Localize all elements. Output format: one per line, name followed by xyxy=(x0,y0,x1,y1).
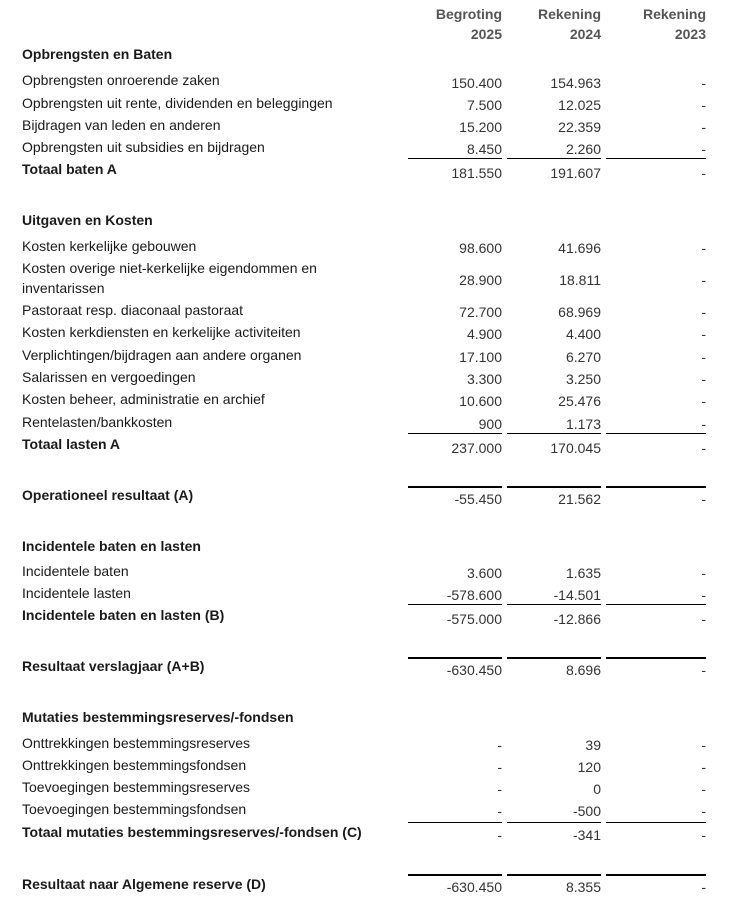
subtotal-line xyxy=(507,158,601,159)
value-rekening-2024: 6.270 xyxy=(565,349,601,365)
value-rekening-2023: - xyxy=(701,759,706,775)
total-begroting-2025: 237.000 xyxy=(451,440,502,456)
total-begroting-2025: - xyxy=(497,827,502,843)
total-label: Incidentele baten en lasten (B) xyxy=(22,607,225,623)
value-begroting-2025: 10.600 xyxy=(459,393,502,409)
total-label: Totaal mutaties bestemmingsreserves/-fondsen (C) xyxy=(22,824,362,840)
column-header-line2: 2023 xyxy=(674,26,706,42)
row-label: Kosten overige niet-kerkelijke eigendommen en inventarissen xyxy=(22,260,317,296)
value-rekening-2024: 68.969 xyxy=(558,304,601,320)
result-begroting-2025: -630.450 xyxy=(446,662,502,678)
value-rekening-2024: 18.811 xyxy=(559,272,601,288)
result-rekening-2023: - xyxy=(701,879,706,895)
result-line xyxy=(507,657,601,659)
subtotal-line xyxy=(507,433,601,434)
row-label: Onttrekkingen bestemmingsfondsen xyxy=(22,757,247,773)
subtotal-line xyxy=(507,822,601,823)
total-label: Totaal baten A xyxy=(22,161,117,177)
value-begroting-2025: 8.450 xyxy=(466,141,502,157)
value-begroting-2025: -578.600 xyxy=(446,587,502,603)
value-begroting-2025: - xyxy=(497,803,502,819)
row-label: Toevoegingen bestemmingsreserves xyxy=(22,779,251,795)
value-rekening-2024: 25.476 xyxy=(558,393,601,409)
result-line xyxy=(408,874,502,876)
value-begroting-2025: 72.700 xyxy=(459,304,502,320)
value-rekening-2024: 41.696 xyxy=(558,240,601,256)
total-begroting-2025: -575.000 xyxy=(446,611,502,627)
value-begroting-2025: 3.300 xyxy=(466,371,502,387)
section-title-uitgaven: Uitgaven en Kosten xyxy=(22,212,153,228)
value-rekening-2023: - xyxy=(701,119,706,135)
row-label: Opbrengsten uit rente, dividenden en beleggingen xyxy=(22,95,333,111)
subtotal-line xyxy=(606,822,706,823)
column-header-line2: 2024 xyxy=(569,26,601,42)
value-rekening-2024: 3.250 xyxy=(565,371,601,387)
result-rekening-2023: - xyxy=(701,491,706,507)
total-rekening-2023: - xyxy=(701,827,706,843)
result-line xyxy=(507,874,601,876)
subtotal-line xyxy=(408,822,502,823)
value-begroting-2025: - xyxy=(497,759,502,775)
subtotal-line xyxy=(606,433,706,434)
value-rekening-2023: - xyxy=(701,803,706,819)
value-begroting-2025: 900 xyxy=(478,416,502,432)
row-label: Bijdragen van leden en anderen xyxy=(22,117,221,133)
value-rekening-2024: 1.635 xyxy=(565,565,601,581)
value-rekening-2023: - xyxy=(701,141,706,157)
total-begroting-2025: 181.550 xyxy=(451,165,502,181)
result-line xyxy=(408,657,502,659)
row-label: Kosten kerkelijke gebouwen xyxy=(22,238,197,254)
result-rekening-2024: 8.696 xyxy=(565,662,601,678)
result-rekening-2023: - xyxy=(701,662,706,678)
subtotal-line xyxy=(408,604,502,605)
value-rekening-2023: - xyxy=(701,240,706,256)
column-header-rekening-2024 xyxy=(501,4,601,44)
value-rekening-2024: 2.260 xyxy=(565,141,601,157)
value-rekening-2024: -500 xyxy=(572,803,601,819)
value-rekening-2023: - xyxy=(701,75,706,91)
subtotal-line xyxy=(408,433,502,434)
result-begroting-2025: -630.450 xyxy=(446,879,502,895)
row-label: Toevoegingen bestemmingsfondsen xyxy=(22,801,247,817)
column-header-line1: Rekening xyxy=(642,6,706,22)
row-label: Kosten beheer, administratie en archief xyxy=(22,391,265,407)
value-rekening-2024: 12.025 xyxy=(558,97,601,113)
total-rekening-2024: 170.045 xyxy=(550,440,601,456)
row-label: Pastoraat resp. diaconaal pastoraat xyxy=(22,302,244,318)
subtotal-line xyxy=(408,158,502,159)
result-rekening-2024: 8.355 xyxy=(565,879,601,895)
row-label: Opbrengsten onroerende zaken xyxy=(22,72,220,88)
value-rekening-2024: 39 xyxy=(585,737,601,753)
value-begroting-2025: 4.900 xyxy=(466,326,502,342)
value-begroting-2025: 17.100 xyxy=(459,349,502,365)
value-rekening-2023: - xyxy=(701,565,706,581)
value-begroting-2025: 28.900 xyxy=(459,272,502,288)
row-label: Kosten kerkdiensten en kerkelijke activiteiten xyxy=(22,324,301,340)
result-line xyxy=(408,486,502,488)
section-title-opbrengsten: Opbrengsten en Baten xyxy=(22,46,173,62)
value-rekening-2023: - xyxy=(701,587,706,603)
row-label: Incidentele baten xyxy=(22,563,129,579)
value-rekening-2023: - xyxy=(701,781,706,797)
value-rekening-2023: - xyxy=(701,349,706,365)
value-rekening-2023: - xyxy=(701,371,706,387)
total-label: Totaal lasten A xyxy=(22,436,121,452)
value-rekening-2024: 154.963 xyxy=(550,75,601,91)
row-label: Rentelasten/bankkosten xyxy=(22,414,173,430)
result-begroting-2025: -55.450 xyxy=(454,491,502,507)
subtotal-line xyxy=(507,604,601,605)
value-begroting-2025: 3.600 xyxy=(466,565,502,581)
result-rekening-2024: 21.562 xyxy=(558,491,601,507)
row-label: Salarissen en vergoedingen xyxy=(22,369,196,385)
value-begroting-2025: 98.600 xyxy=(459,240,502,256)
row-label: Incidentele lasten xyxy=(22,585,131,601)
result-label-verslagjaar: Resultaat verslagjaar (A+B) xyxy=(22,658,205,674)
value-begroting-2025: - xyxy=(497,737,502,753)
value-begroting-2025: 150.400 xyxy=(451,75,502,91)
row-label: Verplichtingen/bijdragen aan andere organen xyxy=(22,347,302,363)
value-begroting-2025: - xyxy=(497,781,502,797)
value-begroting-2025: 7.500 xyxy=(466,97,502,113)
result-line xyxy=(606,486,706,488)
column-header-rekening-2023 xyxy=(606,4,706,44)
total-rekening-2024: -341 xyxy=(572,827,601,843)
value-rekening-2023: - xyxy=(701,326,706,342)
value-rekening-2023: - xyxy=(701,272,706,288)
column-header-line1: Begroting xyxy=(435,6,502,22)
value-rekening-2024: 22.359 xyxy=(558,119,601,135)
value-rekening-2024: 4.400 xyxy=(565,326,601,342)
result-line xyxy=(507,486,601,488)
value-begroting-2025: 15.200 xyxy=(459,119,502,135)
total-rekening-2024: 191.607 xyxy=(550,165,601,181)
value-rekening-2023: - xyxy=(701,737,706,753)
subtotal-line xyxy=(606,604,706,605)
total-rekening-2023: - xyxy=(701,165,706,181)
result-line xyxy=(606,874,706,876)
value-rekening-2024: 0 xyxy=(593,781,601,797)
section-title-incidenteel: Incidentele baten en lasten xyxy=(22,538,201,554)
value-rekening-2024: -14.501 xyxy=(553,587,601,603)
section-title-mutaties: Mutaties bestemmingsreserves/-fondsen xyxy=(22,709,294,725)
result-label-operationeel: Operationeel resultaat (A) xyxy=(22,487,194,503)
column-header-line2: 2025 xyxy=(470,26,502,42)
value-rekening-2023: - xyxy=(701,97,706,113)
value-rekening-2023: - xyxy=(701,416,706,432)
column-header-begroting-2025 xyxy=(402,4,502,44)
value-rekening-2024: 1.173 xyxy=(565,416,601,432)
value-rekening-2023: - xyxy=(701,304,706,320)
result-label-algemene-reserve: Resultaat naar Algemene reserve (D) xyxy=(22,876,266,892)
column-header-line1: Rekening xyxy=(537,6,601,22)
value-rekening-2023: - xyxy=(701,393,706,409)
total-rekening-2023: - xyxy=(701,611,706,627)
row-label: Opbrengsten uit subsidies en bijdragen xyxy=(22,139,265,155)
result-line xyxy=(606,657,706,659)
value-rekening-2024: 120 xyxy=(577,759,601,775)
total-rekening-2024: -12.866 xyxy=(553,611,601,627)
subtotal-line xyxy=(606,158,706,159)
row-label: Onttrekkingen bestemmingsreserves xyxy=(22,735,250,751)
total-rekening-2023: - xyxy=(701,440,706,456)
